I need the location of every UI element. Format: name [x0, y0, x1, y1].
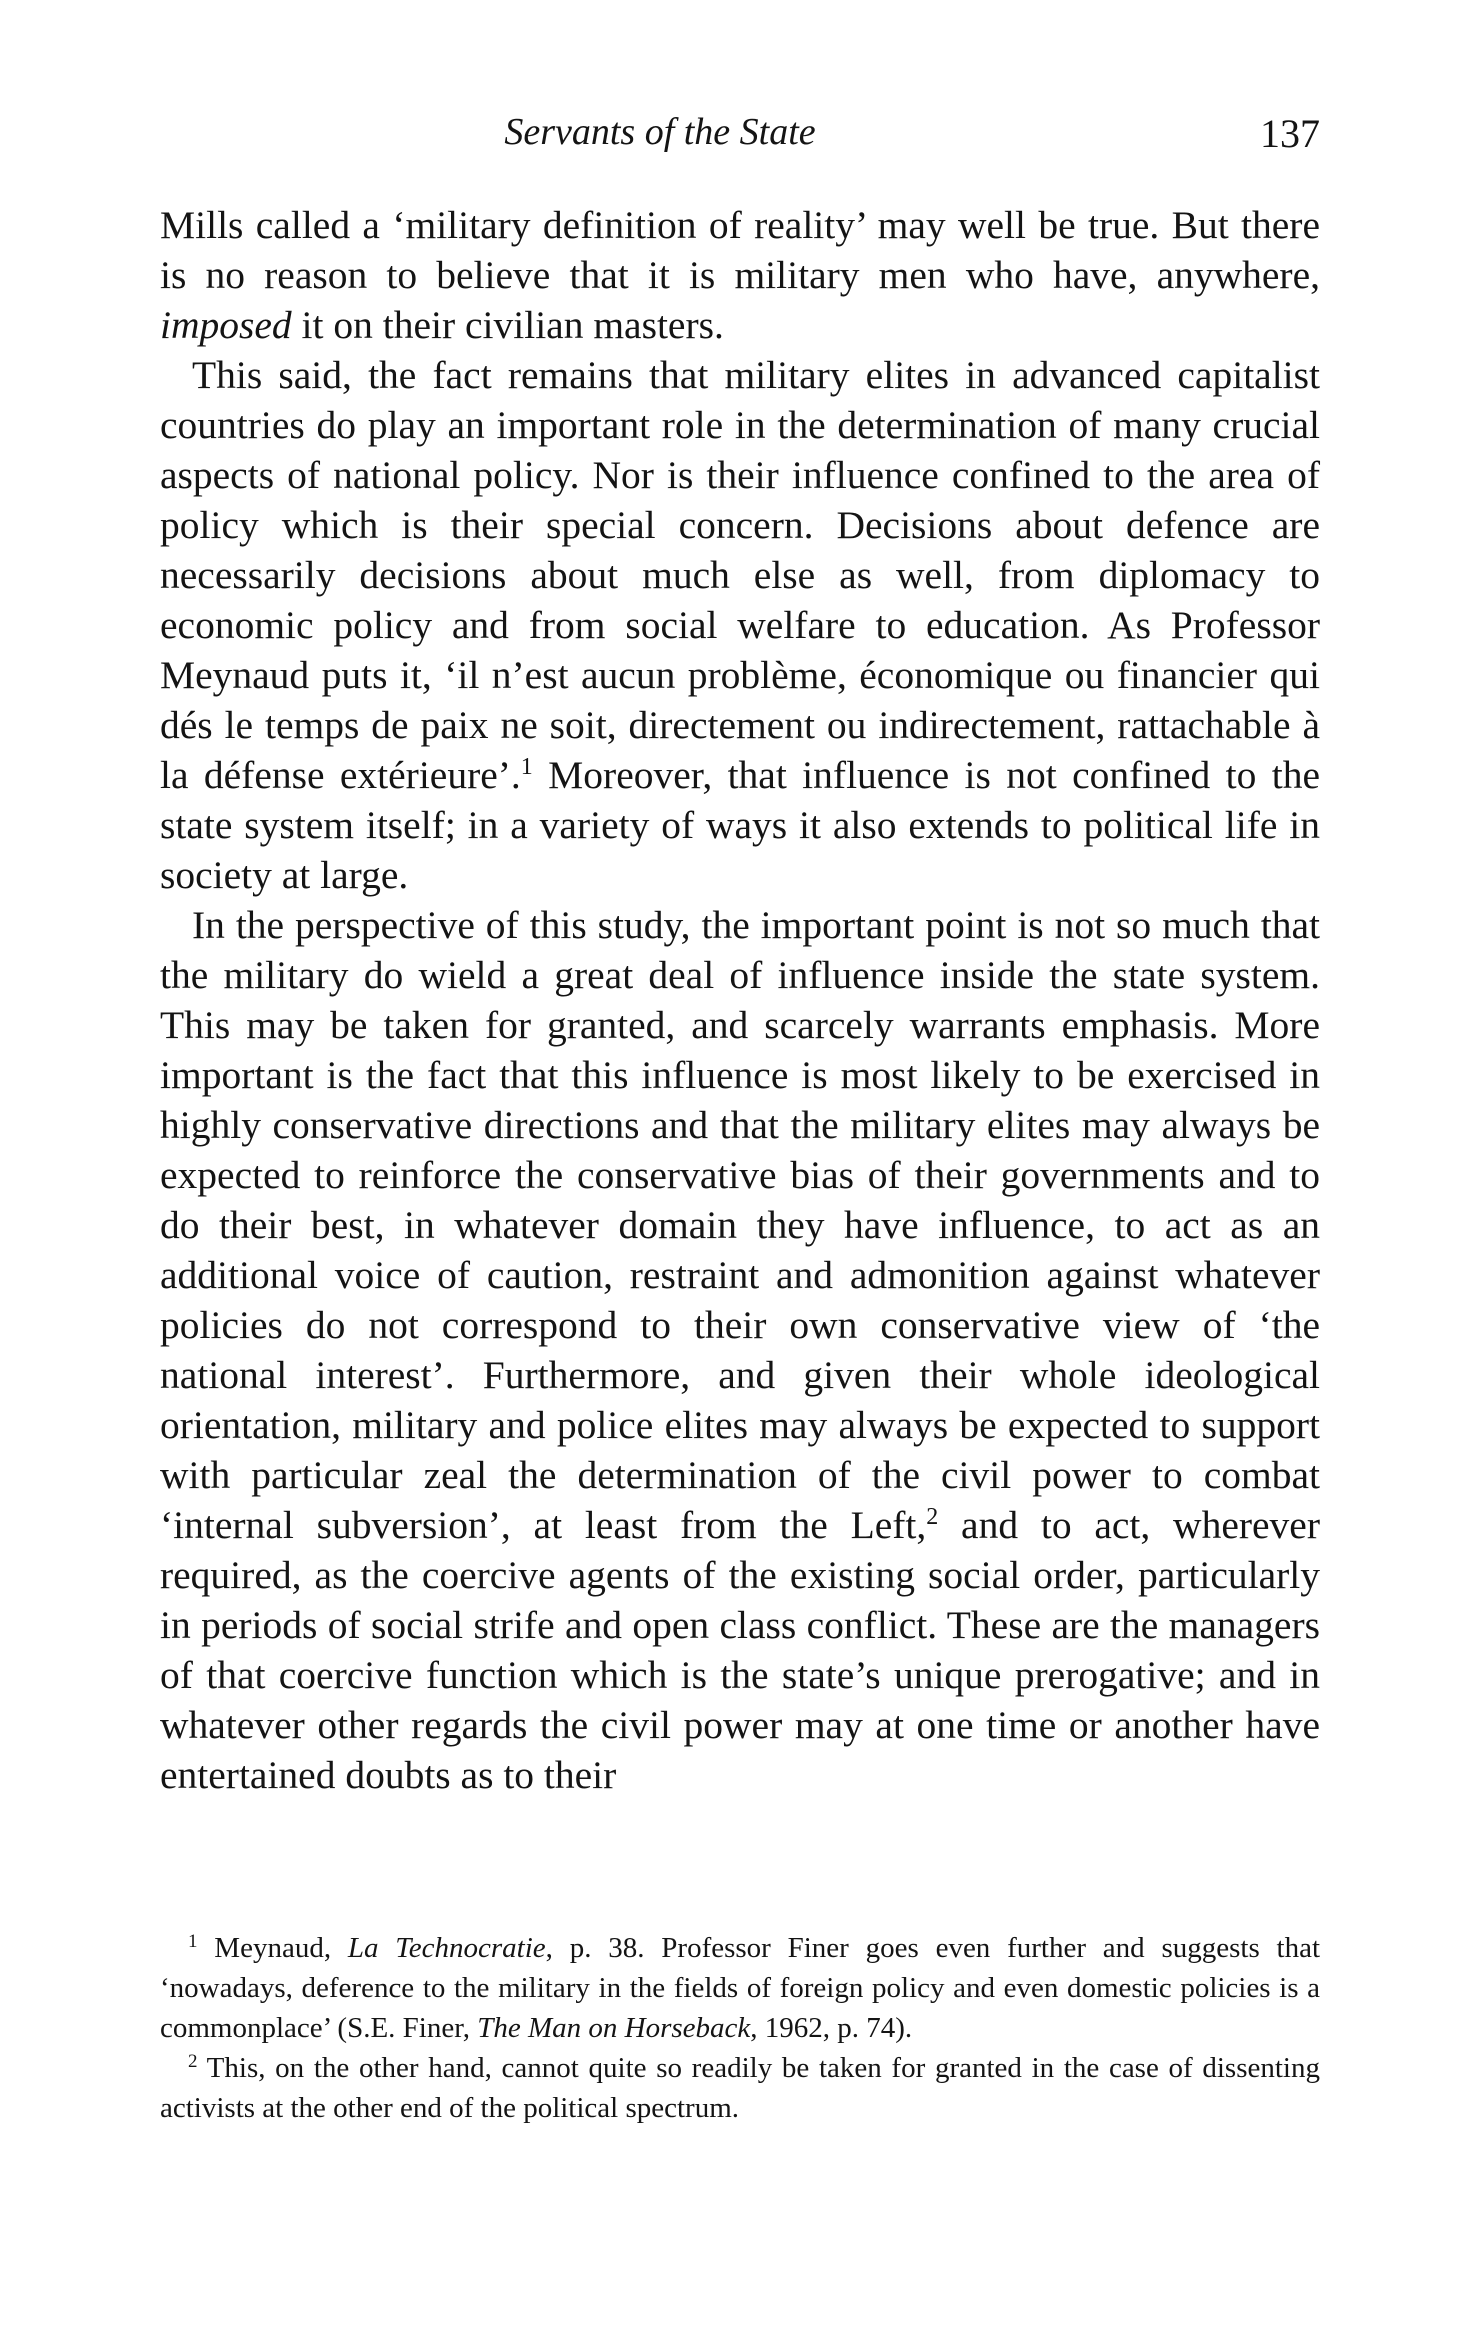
page-number: 137	[1260, 111, 1320, 156]
paragraph	[160, 350, 1320, 900]
footnote-1	[160, 1928, 1320, 2048]
footnote-2	[160, 2048, 1320, 2128]
running-head	[160, 110, 1320, 170]
footnote-mark: 1	[188, 1931, 198, 1952]
footnote-text: , 1962, p. 74).	[750, 2012, 913, 2044]
body-text	[160, 200, 1320, 1800]
paragraph-text: it on their civilian masters.	[291, 303, 724, 347]
footnote-title: The Man on Horseback	[477, 2012, 751, 2044]
footnote-reference: 1	[520, 754, 533, 780]
footnote-text: This, on the other hand, cannot quite so readily be taken for granted in the case of dissenting activists at the other end of the political spectrum.	[160, 2052, 1320, 2124]
emphasis: imposed	[160, 303, 292, 347]
paragraph-continuation	[160, 200, 1320, 350]
paragraph	[160, 900, 1320, 1800]
footnote-title: La Technocratie	[347, 1932, 546, 1964]
footnote-text: , p. 38. Professor Finer goes even further and suggests that ‘nowadays, deference to the military in the fields of foreign policy and even domestic policies is a commonplace’ (S.E. Finer,	[160, 1932, 1321, 2044]
footnotes	[160, 1928, 1320, 2128]
paragraph-text: and to act, wherever required, as the coercive agents of the existing social order, particularly in periods of social strife and open class conflict. These are the managers of that coercive function which is the state’s unique prerogative; and in whatever other regards the civil power may at one time or another have entertained doubts as to their	[160, 1503, 1320, 1797]
footnote-mark: 2	[188, 2051, 198, 2072]
paragraph-text: In the perspective of this study, the important point is not so much that the military do wield a great deal of influence inside the state system. This may be taken for granted, and scarcely warrants emphasis. More important is the fact that this influence is most likely to be exercised in highly conservative directions and that the military elites may always be expected to reinforce the conservative bias of their governments and to do their best, in whatever domain they have influence, to act as an additional voice of caution, restraint and admonition against whatever policies do not correspond to their own conservative view of ‘the national interest’. Furthermore, and given their whole ideological orientation, military and police elites may always be expected to support with particular zeal the determination of the civil power to combat ‘internal subversion’, at least from the Left,	[160, 903, 1320, 1547]
paragraph-text: Mills called a ‘military definition of reality’ may well be true. But there is no reason to believe that it is military men who have, anywhere,	[160, 203, 1320, 297]
footnote-reference: 2	[926, 1504, 939, 1530]
footnote-text: Meynaud,	[197, 1932, 348, 1964]
paragraph-text: This said, the fact remains that military elites in advanced capitalist countries do play an important role in the determination of many crucial aspects of national policy. Nor is their influence confined to the area of policy which is their special concern. Decisions about defence are necessarily decisions about much else as well, from diplomacy to economic policy and from social welfare to education. As Professor Meynaud puts it, ‘il n’est aucun problème, économique ou financier qui dés le temps de paix ne soit, directement ou indirectement, rattachable à la défense extérieure’.	[160, 353, 1320, 797]
paragraph-text: Moreover, that influence is not confined to the state system itself; in a variety of ways it also extends to political life in society at large.	[160, 753, 1320, 897]
running-title: Servants of the State	[504, 111, 816, 153]
